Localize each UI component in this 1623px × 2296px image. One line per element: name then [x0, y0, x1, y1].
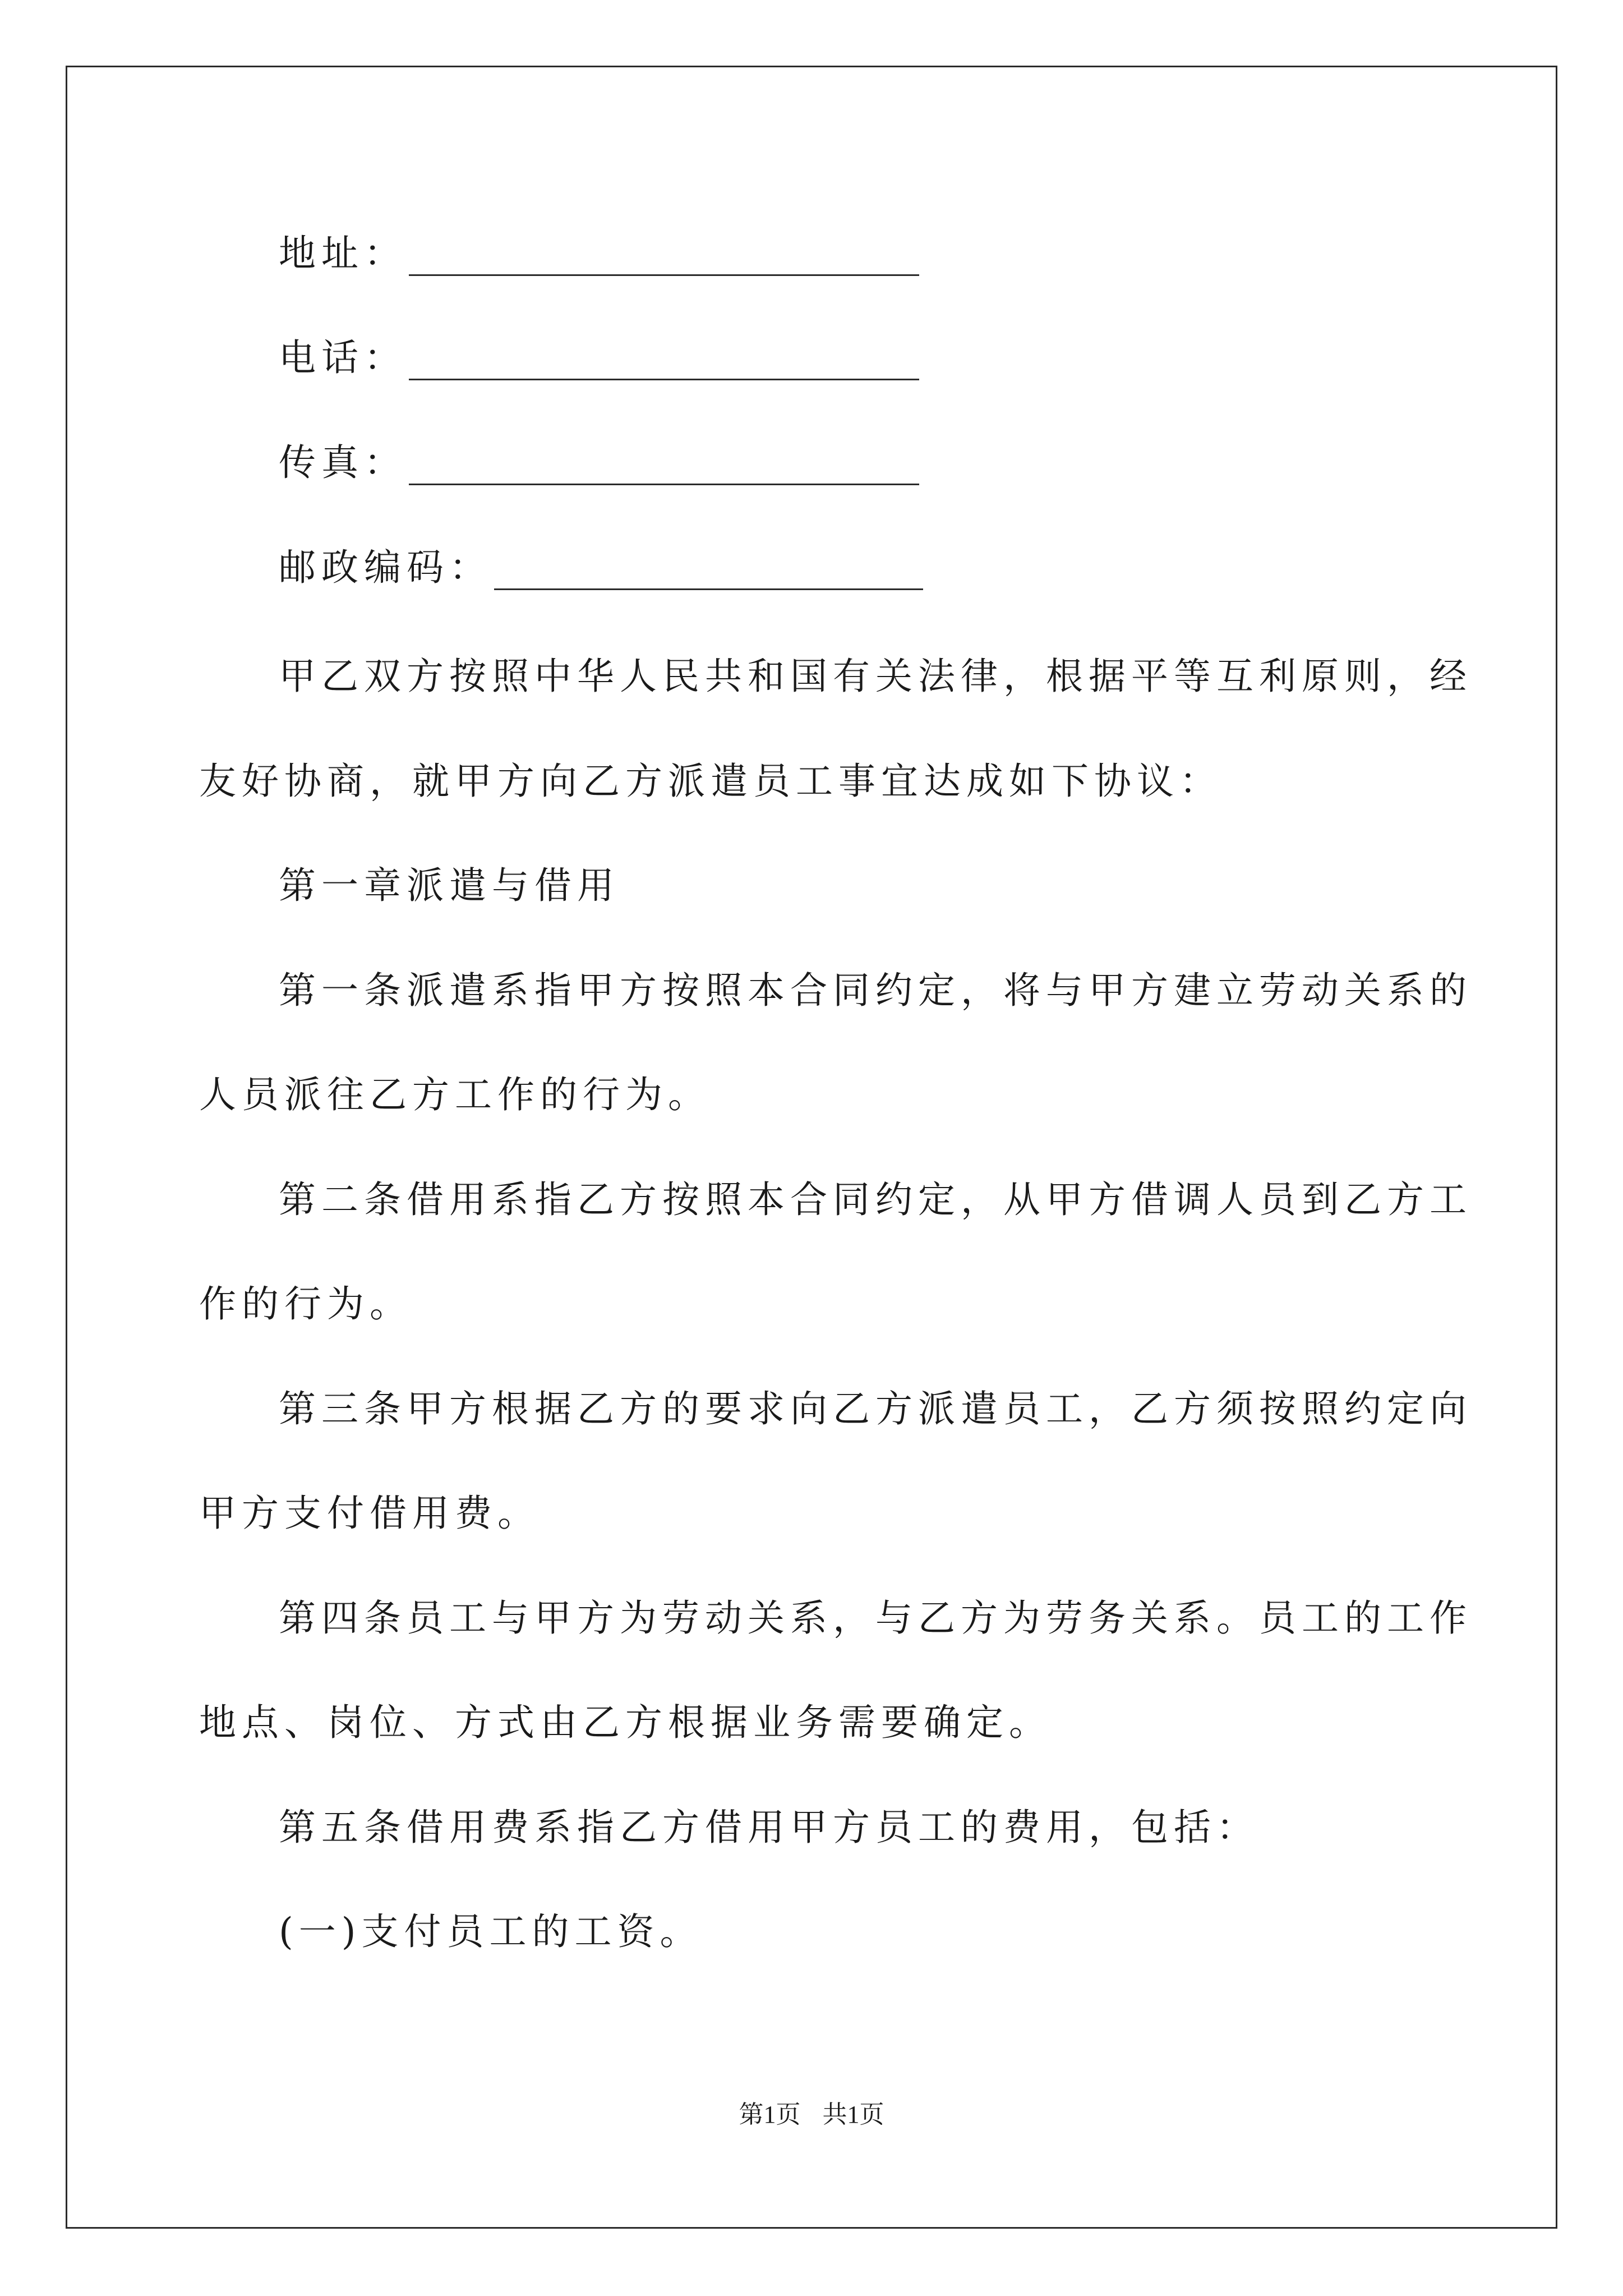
- page-number-current: 第1页: [739, 2101, 801, 2128]
- address-blank-line: [409, 238, 919, 276]
- article-4-line-2: 地点、岗位、方式由乙方根据业务需要确定。: [199, 1701, 1052, 1744]
- article-2-line-2: 作的行为。: [199, 1282, 412, 1326]
- postal-code-label: 邮政编码：: [279, 546, 492, 589]
- phone-field: [279, 335, 919, 380]
- article-5-line-1: 第五条借用费系指乙方借用甲方员工的费用，包括：: [279, 1806, 1259, 1849]
- postal-code-field: [279, 545, 923, 590]
- postal-code-blank-line: [494, 553, 923, 590]
- page-footer: [0, 2098, 1623, 2132]
- intro-paragraph-line-1: 甲乙双方按照中华人民共和国有关法律，根据平等互利原则，经: [279, 655, 1472, 698]
- phone-blank-line: [409, 343, 919, 380]
- intro-paragraph-line-2: 友好协商，就甲方向乙方派遣员工事宜达成如下协议：: [199, 760, 1222, 803]
- article-2-line-1: 第二条借用系指乙方按照本合同约定，从甲方借调人员到乙方工: [279, 1178, 1472, 1221]
- address-field: [279, 231, 919, 276]
- page-number-total: 共1页: [822, 2101, 884, 2128]
- fax-field: [279, 440, 919, 485]
- article-3-line-2: 甲方支付借用费。: [199, 1492, 540, 1535]
- article-4-line-1: 第四条员工与甲方为劳动关系，与乙方为劳务关系。员工的工作: [279, 1596, 1472, 1640]
- address-label: 地址：: [279, 232, 407, 275]
- page-border: [66, 66, 1557, 2229]
- list-item-1: (一)支付员工的工资。: [279, 1910, 703, 1953]
- article-3-line-1: 第三条甲方根据乙方的要求向乙方派遣员工，乙方须按照约定向: [279, 1387, 1472, 1430]
- phone-label: 电话：: [279, 336, 407, 379]
- chapter-heading: 第一章派遣与借用: [279, 864, 620, 907]
- fax-label: 传真：: [279, 441, 407, 484]
- fax-blank-line: [409, 448, 919, 485]
- article-1-line-1: 第一条派遣系指甲方按照本合同约定，将与甲方建立劳动关系的: [279, 969, 1472, 1012]
- article-1-line-2: 人员派往乙方工作的行为。: [199, 1073, 711, 1116]
